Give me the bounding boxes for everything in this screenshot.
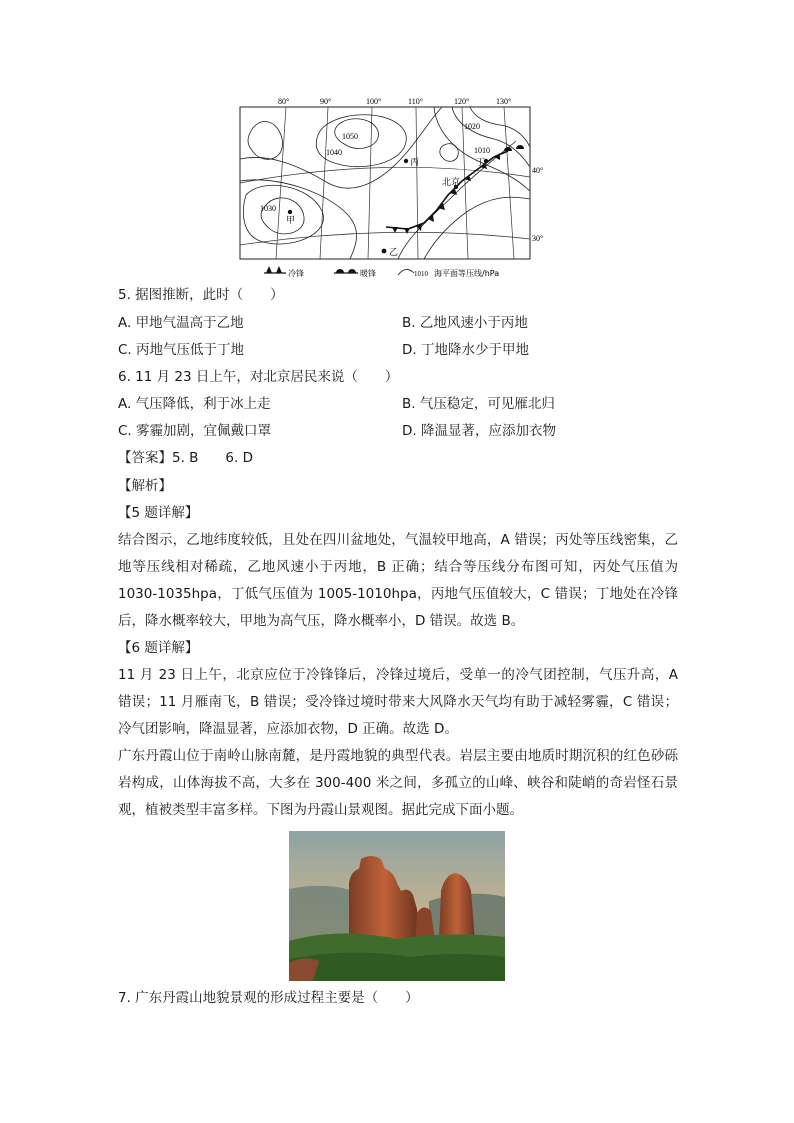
- isobar-label-1040: 1040: [326, 148, 342, 157]
- q7-stem: 7. 广东丹霞山地貌景观的形成过程主要是（ ）: [118, 990, 419, 1006]
- detail5-heading: 【5 题详解】: [118, 505, 199, 521]
- danxia-intro: 广东丹霞山位于南岭山脉南麓，是丹霞地貌的典型代表。岩层主要由地质时期沉积的红色砂砾岩构成，山体海拔不高，大多在 300-400 米之间，多孤立的山峰、峡谷和陡峭的奇岩怪石景观，植被类型丰富多样。下图为丹霞山景观图。据此完成下面小题。: [118, 748, 678, 818]
- isobar-label-1010: 1010: [474, 146, 490, 155]
- legend-isobar-text: 海平面等压线/hPa: [434, 269, 500, 278]
- q5-option-b: B. 乙地风速小于丙地: [402, 315, 528, 331]
- q5-option-a: A. 甲地气温高于乙地: [118, 315, 244, 331]
- weather-map: [238, 95, 544, 280]
- detail6-heading: 【6 题详解】: [118, 640, 199, 656]
- lon-label-100: 100°: [366, 97, 382, 106]
- map-legend: [264, 266, 499, 278]
- q6-option-a: A. 气压降低，利于冰上走: [118, 396, 271, 412]
- q5-option-d: D. 丁地降水少于甲地: [402, 342, 529, 358]
- lon-label-120: 120°: [454, 97, 470, 106]
- lon-label-80: 80°: [278, 97, 290, 106]
- q5-stem: 5. 据图推断，此时（ ）: [118, 287, 284, 303]
- isobar-label-1050: 1050: [342, 132, 358, 141]
- place-label-yi: 乙: [389, 248, 399, 258]
- lon-label-90: 90°: [320, 97, 332, 106]
- lat-label-30: 30°: [532, 234, 544, 243]
- legend-cold-front: 冷锋: [288, 269, 304, 278]
- legend-warm-front: 暖锋: [360, 269, 376, 278]
- place-label-bing: 丙: [410, 158, 420, 168]
- place-label-beijing: 北京: [442, 178, 461, 188]
- parallels: [240, 167, 530, 245]
- q5-option-c: C. 丙地气压低于丁地: [118, 342, 245, 358]
- danxia-landscape-photo: [289, 831, 505, 981]
- isobar-label-1030: 1030: [260, 204, 276, 213]
- place-label-jia: 甲: [286, 216, 296, 226]
- isobars: [240, 107, 530, 259]
- legend-isobar-value: 1010: [414, 270, 428, 278]
- answer-line: 【答案】5. B 6. D: [118, 450, 253, 466]
- q6-option-b: B. 气压稳定，可见雁北归: [402, 396, 555, 412]
- place-dot-yi: [382, 249, 387, 254]
- lon-label-130: 130°: [496, 97, 512, 106]
- q6-option-c: C. 雾霾加剧，宜佩戴口罩: [118, 423, 272, 439]
- warm-front-semicircles: [504, 145, 524, 151]
- lon-label-110: 110°: [408, 97, 423, 106]
- detail6-text: 11 月 23 日上午，北京应位于冷锋锋后，冷锋过境后，受单一的冷气团控制，气压升高，A 错误；11 月雁南飞，B 错误；受冷锋过境时带来大风降水天气均有助于减轻雾霾，C 错误；冷气团影响，降温显著，应添加衣物，D 正确。故选 D。: [118, 667, 678, 737]
- place-label-ding: 丁: [476, 158, 486, 168]
- q6-stem: 6. 11 月 23 日上午，对北京居民来说（ ）: [118, 369, 399, 385]
- detail5-text: 结合图示，乙地纬度较低，且处在四川盆地处，气温较甲地高，A 错误；丙处等压线密集，乙地等压线相对稀疏，乙地风速小于丙地，B 正确；结合等压线分布图可知，丙处气压值为 1030-1035hpa，丁低气压值为 1005-1010hpa，丙地气压值较大，C 错误；丁地处在冷锋后，降水概率较大，甲地为高气压，降水概率小，D 错误。故选 B。: [118, 532, 678, 629]
- place-dot-jia: [288, 210, 292, 214]
- place-dot-bing: [404, 159, 408, 163]
- lat-label-40: 40°: [532, 166, 544, 175]
- isobar-label-1020: 1020: [464, 122, 480, 131]
- analysis-heading: 【解析】: [118, 478, 172, 494]
- q6-option-d: D. 降温显著，应添加衣物: [402, 423, 556, 439]
